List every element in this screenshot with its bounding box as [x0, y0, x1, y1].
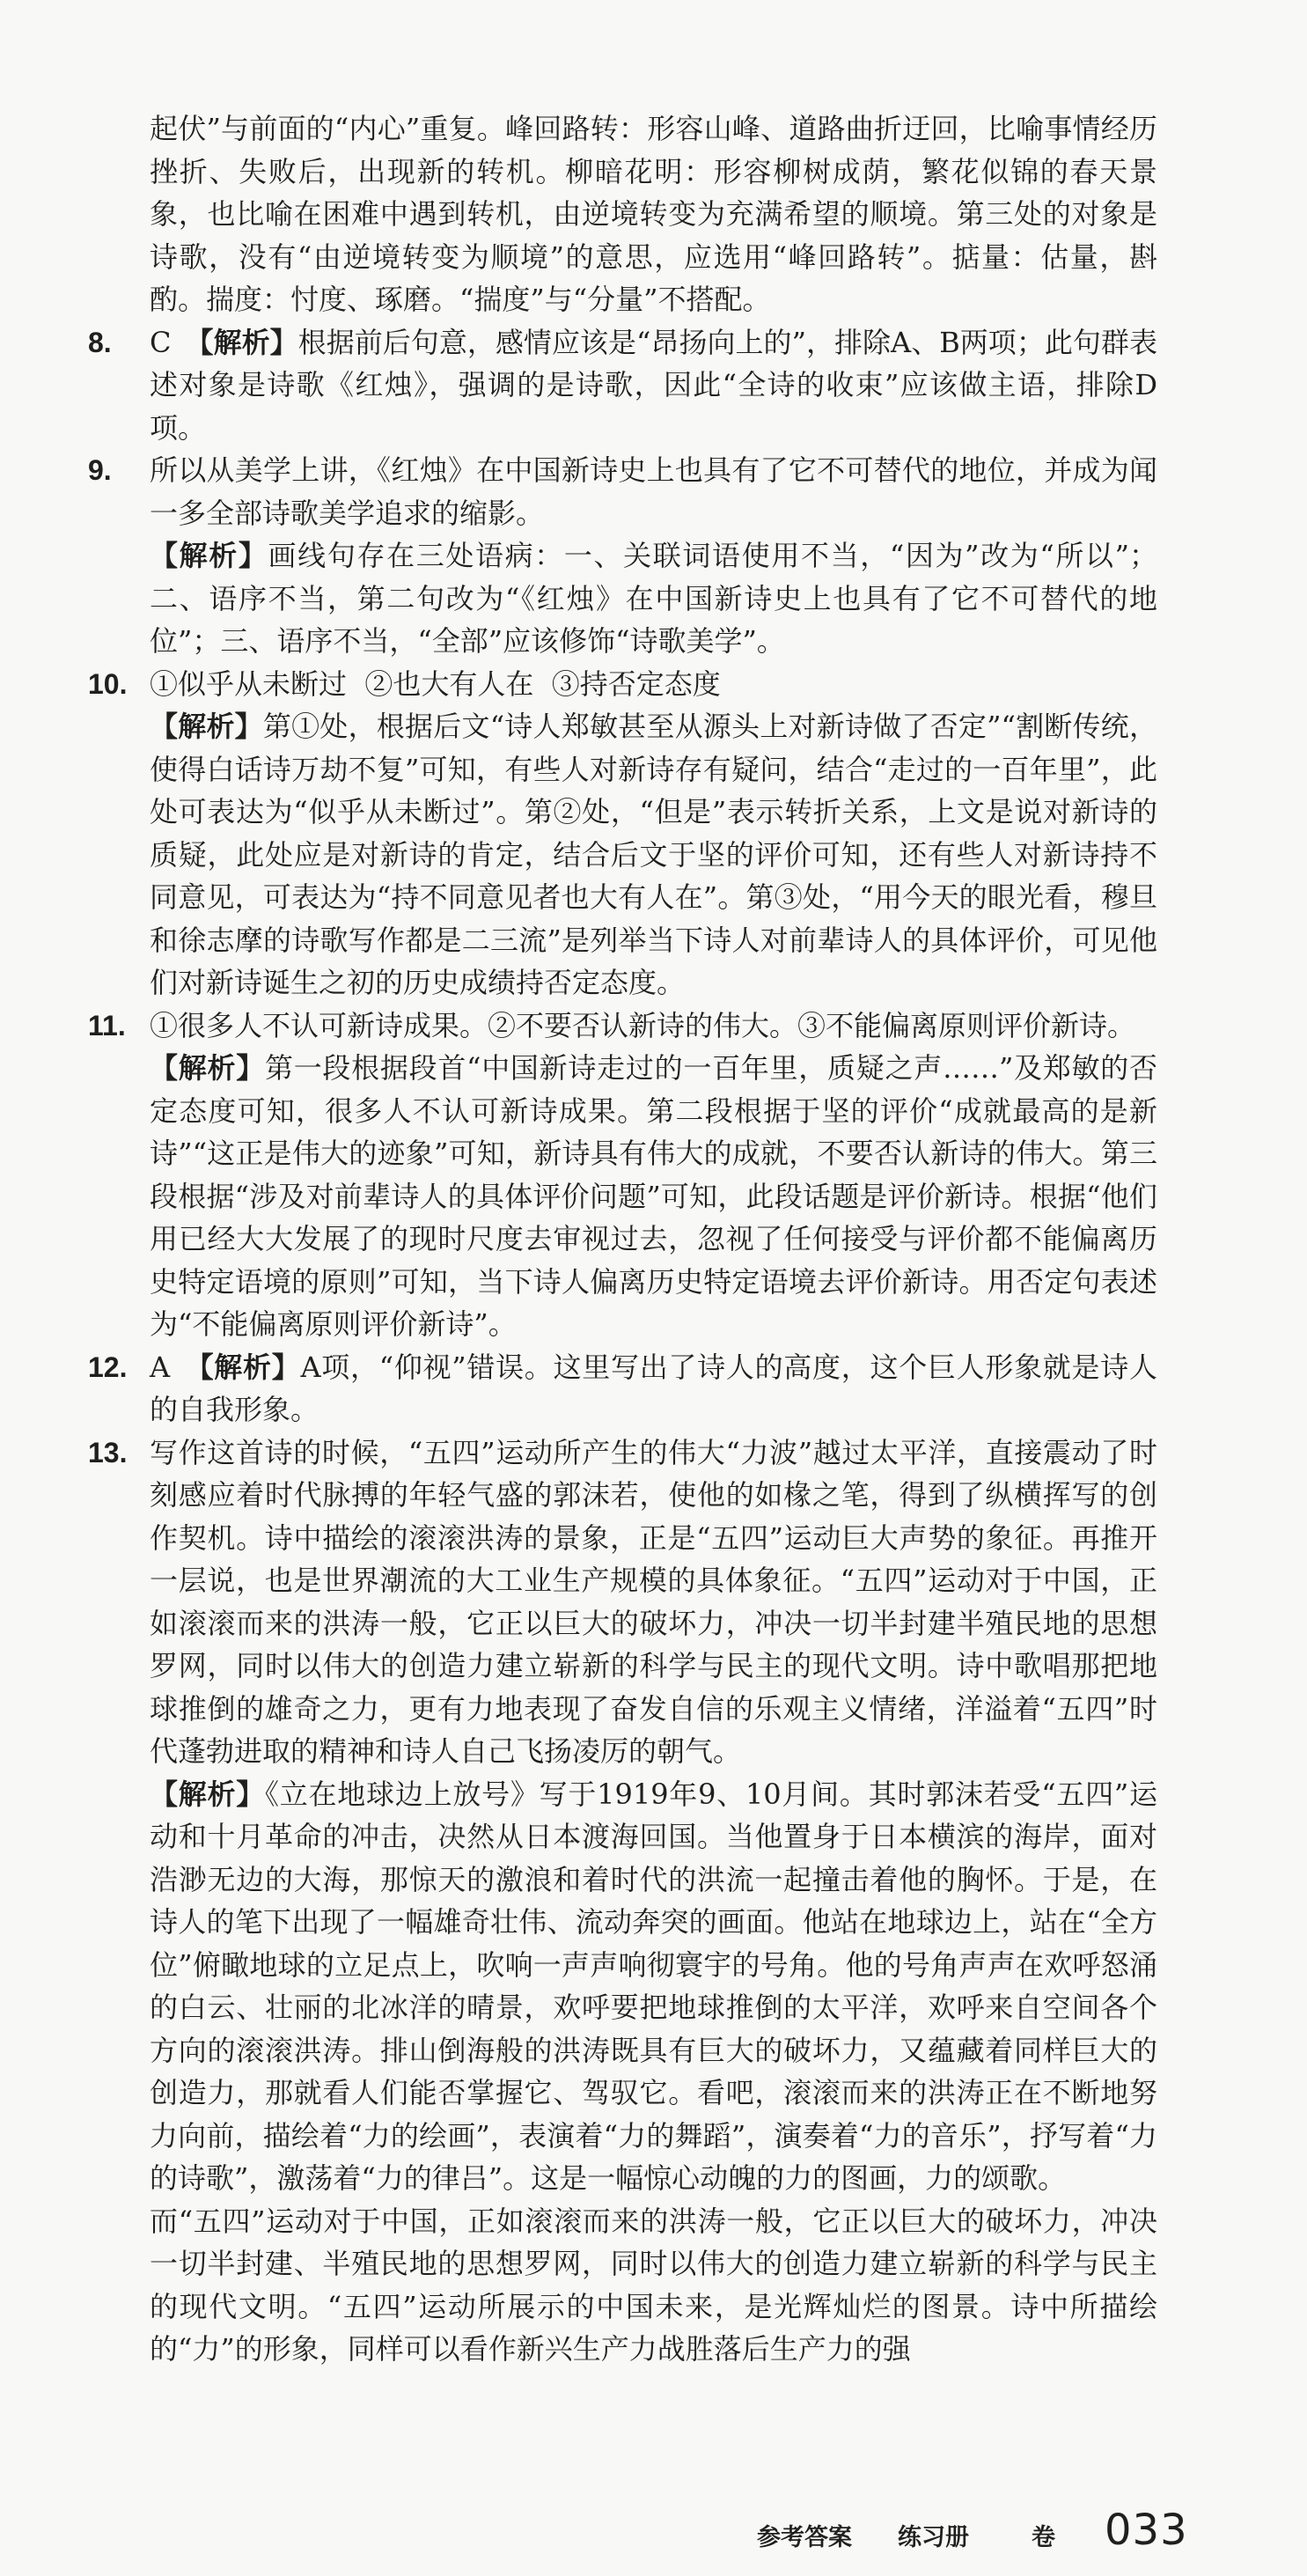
item-analysis: 根据前后句意，感情应该是“昂扬向上的”，排除A、B两项；此句群表述对象是诗歌《红烛》，强调的是诗歌，因此“全诗的收束”应该做主语，排除D项。: [150, 325, 1157, 445]
footer-label-answers: 参考答案: [757, 2524, 852, 2551]
item-8: [88, 321, 1157, 450]
item-number: 10.: [88, 667, 128, 700]
analysis-tag: 【解析】: [150, 1051, 265, 1085]
item-12: [88, 1346, 1157, 1432]
item-number: 9.: [88, 454, 112, 486]
item-analysis: 《立在地球边上放号》写于1919年9、10月间。其时郭沫若受“五四”运动和十月革命的冲击，决然从日本渡海回国。当他置身于日本横滨的海岸，面对浩渺无边的大海，那惊天的激浪和着时代的洪流一起撞击着他的胸怀。于是，在诗人的笔下出现了一幅雄奇壮伟、流动奔突的画面。他站在地球边上，站在“全方位”俯瞰地球的立足点上，吹响一声声响彻寰宇的号角。他的号角声声在欢呼怒涌的白云、壮丽的北冰洋的晴景，欢呼要把地球推倒的太平洋，欢呼来自空间各个方向的滚滚洪涛。排山倒海般的洪涛既具有巨大的破坏力，又蕴藏着同样巨大的创造力，那就看人们能否掌握它、驾驭它。看吧，滚滚而来的洪涛正在不断地努力向前，描绘着“力的绘画”，表演着“力的舞蹈”，演奏着“力的音乐”，抒写着“力的诗歌”，激荡着“力的律吕”。这是一幅惊心动魄的力的图画，力的颂歌。: [150, 1777, 1157, 2195]
item-number: 11.: [88, 1009, 126, 1041]
item-number: 8.: [88, 326, 112, 358]
item-11: [88, 1005, 1157, 1346]
item-13: [88, 1432, 1157, 2371]
analysis-tag: 【解析】: [199, 1350, 301, 1384]
intro-paragraph: 起伏”与前面的“内心”重复。峰回路转：形容山峰、道路曲折迂回，比喻事情经历挫折、失败后，出现新的转机。柳暗花明：形容柳树成荫，繁花似锦的春天景象，也比喻在困难中遇到转机，由逆境转变为充满希望的顺境。第三处的对象是诗歌，没有“由逆境转变为顺境”的意思，应选用“峰回路转”。掂量：估量，斟酌。揣度：忖度、琢磨。“揣度”与“分量”不搭配。: [150, 112, 1157, 316]
item-analysis: A项，“仰视”错误。这里写出了诗人的高度，这个巨人形象就是诗人的自我形象。: [150, 1350, 1157, 1426]
item-answer: ①很多人不认可新诗成果。②不要否认新诗的伟大。③不能偏离原则评价新诗。: [150, 1008, 1136, 1042]
footer-label-volume: 卷: [1032, 2524, 1055, 2551]
item-10: [88, 663, 1157, 1005]
item-number: 12.: [88, 1351, 128, 1383]
item-answer: ①似乎从未断过 ②也大有人在 ③持否定态度: [150, 666, 721, 701]
item-answer: 所以从美学上讲，《红烛》在中国新诗史上也具有了它不可替代的地位，并成为闻一多全部诗歌美学追求的缩影。: [150, 453, 1157, 530]
item-analysis-continued: 而“五四”运动对于中国，正如滚滚而来的洪涛一般，它正以巨大的破坏力，冲决一切半封建、半殖民地的思想罗网，同时以伟大的创造力建立崭新的科学与民主的现代文明。“五四”运动所展示的中国未来，是光辉灿烂的图景。诗中所描绘的“力”的形象，同样可以看作新兴生产力战胜落后生产力的强: [150, 2204, 1157, 2366]
item-analysis: 画线句存在三处语病：一、关联词语使用不当，“因为”改为“所以”；二、语序不当，第二句改为“《红烛》在中国新诗史上也具有了它不可替代的地位”；三、语序不当，“全部”应该修饰“诗歌美学”。: [150, 539, 1157, 658]
analysis-tag: 【解析】: [199, 325, 298, 359]
page-number: 033: [1105, 2506, 1188, 2555]
item-analysis: 第一段根据段首“中国新诗走过的一百年里，质疑之声……”及郑敏的否定态度可知，很多人不认可新诗成果。第二段根据于坚的评价“成就最高的是新诗”“这正是伟大的迹象”可知，新诗具有伟大的成就，不要否认新诗的伟大。第三段根据“涉及对前辈诗人的具体评价问题”可知，此段话题是评价新诗。根据“他们用已经大大发展了的现时尺度去审视过去，忽视了任何接受与评价都不能偏离历史特定语境的原则”可知，当下诗人偏离历史特定语境去评价新诗。用否定句表述为“不能偏离原则评价新诗”。: [150, 1051, 1157, 1341]
answer-content: [88, 107, 1157, 2371]
item-answer: C: [150, 325, 172, 359]
analysis-tag: 【解析】: [150, 710, 263, 743]
page-footer: [757, 2506, 1188, 2565]
analysis-tag: 【解析】: [150, 539, 268, 572]
item-analysis: 第①处，根据后文“诗人郑敏甚至从源头上对新诗做了否定”“割断传统，使得白话诗万劫不复”可知，有些人对新诗存有疑问，结合“走过的一百年里”，此处可表达为“似乎从未断过”。第②处，“但是”表示转折关系，上文是说对新诗的质疑，此处应是对新诗的肯定，结合后文于坚的评价可知，还有些人对新诗持不同意见，可表达为“持不同意见者也大有人在”。第③处，“用今天的眼光看，穆旦和徐志摩的诗歌写作都是二三流”是列举当下诗人对前辈诗人的具体评价，可见他们对新诗诞生之初的历史成绩持否定态度。: [150, 710, 1157, 999]
item-9: [88, 449, 1157, 663]
analysis-tag: 【解析】: [150, 1777, 266, 1811]
item-answer: A: [150, 1350, 171, 1384]
footer-label-workbook: 练习册: [898, 2524, 969, 2551]
item-answer: 写作这首诗的时候，“五四”运动所产生的伟大“力波”越过太平洋，直接震动了时刻感应着时代脉搏的年轻气盛的郭沫若，使他的如椽之笔，得到了纵横挥写的创作契机。诗中描绘的滚滚洪涛的景象，正是“五四”运动巨大声势的象征。再推开一层说，也是世界潮流的大工业生产规模的具体象征。“五四”运动对于中国，正如滚滚而来的洪涛一般，它正以巨大的破坏力，冲决一切半封建半殖民地的思想罗网，同时以伟大的创造力建立崭新的科学与民主的现代文明。诗中歌唱那把地球推倒的雄奇之力，更有力地表现了奋发自信的乐观主义情绪，洋溢着“五四”时代蓬勃进取的精神和诗人自己飞扬凌厉的朝气。: [150, 1435, 1157, 1768]
item-number: 13.: [88, 1436, 128, 1468]
